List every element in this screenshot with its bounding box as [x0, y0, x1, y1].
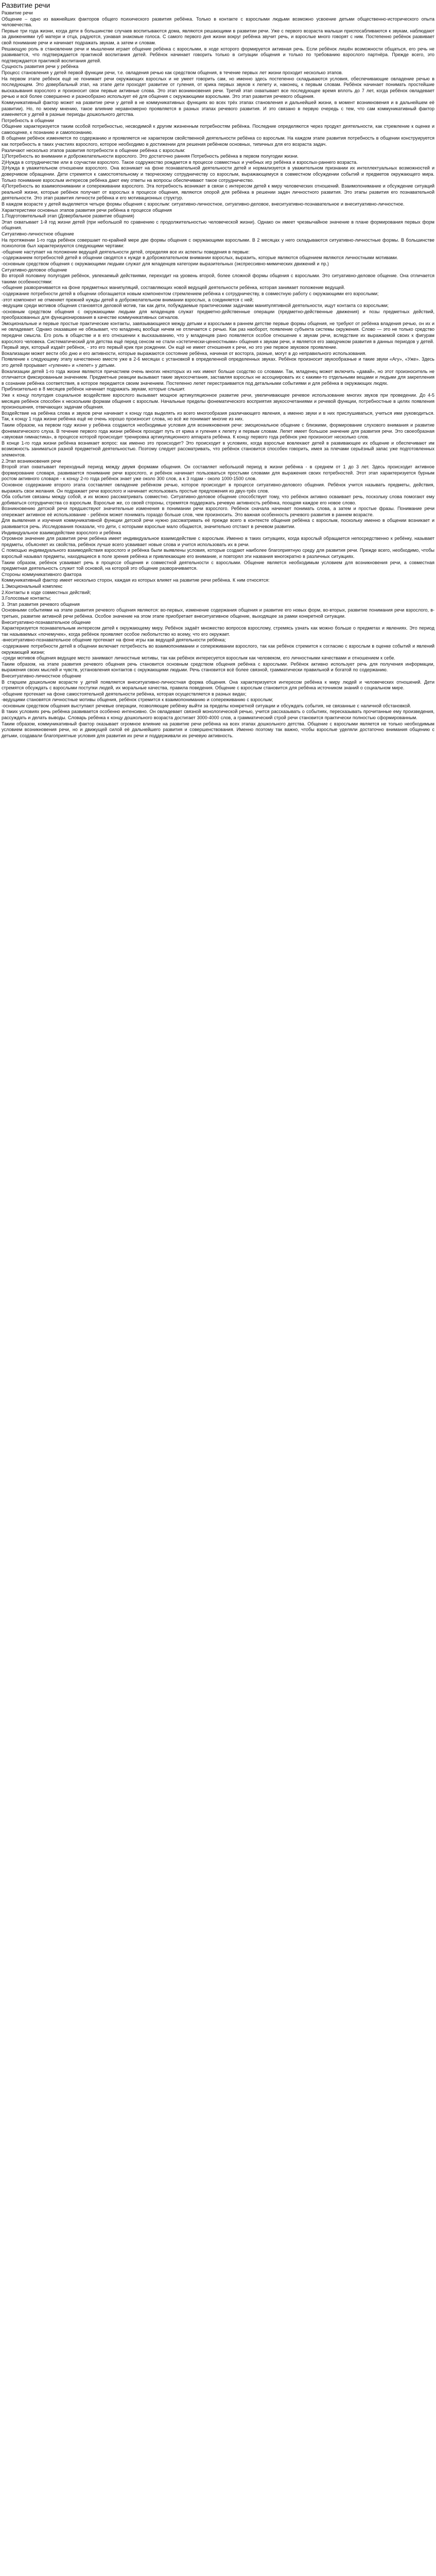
- paragraph: Общение характеризуется таким особой потребностью, несводимой к другим жизненным потребностям ребёнка. Последние определяются через продукт деятельности, как стремление к оценке и самооценке, к познанию и самопознанию.: [2, 124, 434, 135]
- paragraph: -содержание потребности детей в общении обогащается новым компонентом стремлением ребёнка к сотрудничеству, в совместную работу с окружающими его взрослыми;: [2, 291, 379, 296]
- paragraph: Коммуникативный фактор имеет несколько сторон, каждая из которых влияет на развитие речи ребёнка. К ним относятся:: [2, 578, 270, 583]
- paragraph: В каждом возрасте у детей выделяется четыре формы общения с взрослым: ситуативно-личностное, ситуативно-деловое, внеситуативно-познавательное и внеситуативно-личностное.: [2, 201, 405, 207]
- paragraph: 2.Этап возникновения речи: [2, 458, 61, 464]
- paragraph: Первые три года жизни, когда дети в большинстве случаев воспитываются дома, являются решающими в развитии речи. Уже с первого возраста малыши приспосабливаются к звукам, наблюдают за движениями губ матери и отца, радуются, узнавая знакомые голоса. С самого первого дня жизни вокруг ребёнка звучит речь, и взрослые много говорят с ним. Постепенно ребёнок развивает свой понимание речи и начинает подражать звукам, а затем и словам.: [2, 28, 434, 45]
- paragraph: Оба события связаны между собой, и их можно рассматривать совместно. Ситуативно-деловое общение способствует тому, что ребёнок активно осваивает речь, поскольку слова помогают ему добиваться сотрудничества со взрослым. Взрослые же, со своей стороны, стремятся поддержать речевую активность ребёнка, поощряя каждое его новое слово.: [2, 494, 434, 505]
- paragraph: -основным средством общения с окружающими людьми для младенцев служат предметно-действенные операции (предметно-действенные движения) и позы предметных действий, преобразованных для функционирования в качестве коммуникативных сигналов.: [2, 309, 434, 320]
- document-title: Развитие речи: [2, 1, 50, 9]
- paragraph: Уже к концу полугодия социальное воздействие взрослого вызывает мощное артикуляционное развитие речи, увеличивающее речевое использование многих звуков при проведении. До 4-5 месяцев ребёнок способен к нескольким формам общения с взрослым. Начальные пределы фонематического восприятия звукосочетаниями и речевой функции, потребностные в целях появления произношения, отвечающих задачам общения.: [2, 393, 434, 410]
- paragraph: Для выявления и изучения коммуникативной функции детской речи нужно рассматривать её прежде всего в контексте общения ребёнка с взрослым, поскольку именно в общении возникает и развивается речь. Исследования показали, что дети, с которыми взрослые мало общаются, значительно отстают в речевом развитии.: [2, 518, 434, 530]
- paragraph: Коммуникативный фактор может на развитие речи у детей в не коммуникативных функциях во всех трёх этапах становления и дальнейшей жизни, в момент возникновения и в дальнейшем её развитии). Но, по моему мнению, такое влияние неравномерно проявляется в разных этапах речевого развития. И это связано в первую очередь с тем, что сам коммуникативный фактор изменяется у детей в разные периоды дошкольного детства.: [2, 99, 434, 117]
- paragraph: Огромное значение для развития речи ребёнка имеет индивидуальное взаимодействие с взрослым. Именно в таких ситуациях, когда взрослый обращается непосредственно к ребёнку, называет предметы, объясняет их свойства, ребёнок лучше всего усваивает новые слова и учится использовать их в речи.: [2, 536, 434, 547]
- paragraph: Приблизительно в 8 месяцев ребёнок начинает подражать звукам, которые слышит.: [2, 386, 185, 392]
- paragraph: -внеситуативно-познавательное общение протекает на фоне игры как ведущей деятельности ребёнка;: [2, 637, 226, 643]
- document-page: [0, 0, 436, 739]
- paragraph: Основными событиями на этапе развития речевого общения являются: во-первых, изменение содержания общения и развитие его новых форм, во-вторых, развитие понимания речи взрослого, в-третьих, развитие активной речи ребёнка. Особое значение на этом этапе приобретает внеситуативное общение, выходящее за рамки конкретной ситуации.: [2, 607, 434, 619]
- paragraph: Потребность в общении: [2, 117, 54, 123]
- document-body: [2, 10, 434, 739]
- paragraph: Во второй половину полугодия ребёнок, увлекаемый действиями, переходит на уровень второй, более сложной формы общения с взрослыми. Это ситуативно-деловое общение. Она отличается такими особенностями:: [2, 273, 434, 284]
- paragraph: В конце 1-го года жизни ребёнка возникает вопрос: как именно это происходит? Это происходит в условиях, когда взрослые вовлекают детей в развивающее их общение и обеспечивают им возможность заниматься разной предметной деятельностью. Поэтому следует рассматривать, что ребёнок становится способен говорить, имея за плечами серьёзный запас уже подготовленных элементов.: [2, 440, 434, 457]
- paragraph: -этот компонент не отменяет прежней нужды детей в доброжелательном внимании взрослых, а соединяется с ней;: [2, 297, 254, 302]
- paragraph: Этап охватывает 1-й год жизни детей (при небольшой по сравнению с продолжительностью человеческой жизни). Однако он имеет чрезвычайное значение в плане формирования первых форм общения.: [2, 219, 434, 231]
- paragraph: -основным средством общения выступают речевые операции, позволяющие ребёнку выйти за пределы конкретной ситуации и обсуждать события, не связанные с наличной обстановкой.: [2, 703, 411, 708]
- paragraph: 3)Нужда в уважительном отношении взрослого. Она возникает на фоне познавательной деятельности детей и нормализуется в уважительном признании их интеллектуальных возможностей и доверчивом обращении. Дети стремятся к самостоятельному и творческому сотрудничеству со взрослым, выражающемуся в совместном обсуждении событий и предметов окружающего мира. Только понимание взрослым интересов ребёнка дают ему ответы на вопросы обеспечивают такое сотрудничество.: [2, 165, 434, 183]
- paragraph: Вокализации детей 1-го года жизни являются причастием очень многих некоторых из них имеют больше сходство со словами. Так, младенец может включить «давай», но этот произноситель не отличается фиксированным значением. Предметные реакции вызывают такие звукосочетания, заставляя взрослых не ассоциировать их с какими-то отдельными вещами и людьми для закрепления в сознании ребёнка соответствия, в которое передается своим значением. Постепенно лепет перестраивается под детальными событиями и для ребёнка в окружающих людях.: [2, 368, 434, 386]
- paragraph: Стороны коммуникативного фактора: [2, 571, 82, 577]
- paragraph: Внеситуативно-личностное общение: [2, 673, 81, 679]
- paragraph: -общение наступает на положении ведущей деятельности детей, определяя все их аспекты поведения в первые:: [2, 249, 250, 255]
- paragraph: Таким образом, коммуникативный фактор оказывает огромное влияние на развитие речи ребёнка на всех этапах дошкольного детства. Общение с взрослыми является не только необходимым условием возникновения речи, но и движущей силой её дальнейшего развития и совершенствования. Именно поэтому так важно, чтобы взрослые уделяли достаточно внимания общению с детьми, создавали благоприятные условия для развития их речи и поддерживали их речевую активность.: [2, 721, 434, 738]
- paragraph: Второй этап охватывает переходный период между двумя формами общения. Он составляет небольшой период в жизни ребёнка - в среднем от 1 до 3 лет. Здесь происходит активное формирование словаря, развивается понимание речи взрослого, и ребёнок начинает пользоваться простыми словами для выражения своих потребностей. Этот этап характеризуется бурным ростом активного словаря - к концу 2-го года ребёнок знает уже около 300 слов, а к 3 годам - около 1000-1500 слов.: [2, 464, 434, 482]
- paragraph: Ситуативно-деловое общение: [2, 267, 67, 273]
- paragraph: Процесс становления у детей первой функции речи, т.е. овладения речью как средством общения, в течение первых лет жизни проходит несколько этапов.: [2, 70, 343, 75]
- section-heading: Развитие речи: [2, 10, 33, 15]
- paragraph: Воздействие на ребёнка слова и звуков речи начинает к концу года выделять из всего многообразия различающего явления, а именно звуки и в них прислушиваться, учиться ими руководиться. Так, к концу 1 года жизни ребёнка ещё не очень хорошо произносит слова, но всё же понимает многие из них.: [2, 410, 434, 422]
- paragraph: Внеситуативно-познавательное общение: [2, 619, 91, 625]
- paragraph: -общение протекает на фоне самостоятельной деятельности ребёнка, которая осуществляется в разных видах;: [2, 691, 247, 697]
- paragraph: Первый звук, который издаёт ребёнок, - это его первый крик при рождении. Он ещё не имеет отношения к речи, но это уже первое звуковое проявление.: [2, 345, 338, 350]
- paragraph: 3.Голосовые контакты;: [2, 596, 51, 601]
- paragraph: Основное содержание второго этапа составляет овладение ребёнком речью, которое происходит в процессе ситуативно-делового общения. Ребёнок учится называть предметы, действия, выражать свои желания. Он подражает речи взрослого и начинает использовать простые предложения из двух-трёх слов.: [2, 482, 434, 494]
- paragraph: -содержание потребности детей в общении включает потребность во взаимопонимании и сопереживании взрослого, так как ребёнок стремится к согласию с взрослым в оценке событий и явлений окружающей жизни;: [2, 643, 434, 655]
- paragraph: Таким образом, на этапе развития речевого общения речь становится основным средством общения ребёнка с взрослыми. Ребёнок активно использует речь для получения информации, выражения своих мыслей и чувств, установления контактов с окружающими людьми. Речь становится всё более связной, грамматически правильной и богатой по содержанию.: [2, 661, 434, 673]
- paragraph: В старшем дошкольном возрасте у детей появляется внеситуативно-личностная форма общения. Она характеризуется интересом ребёнка к миру людей и человеческих отношений. Дети стремятся обсуждать с взрослыми поступки людей, их моральные качества, правила поведения. Общение с взрослым становится для ребёнка источником знаний о социальном мире.: [2, 679, 434, 691]
- paragraph: В общении ребёнок изменяется по содержанию и проявляется не характером свойственной деятельности ребёнка со взрослым. На каждом этапе развития потребность в общении конструируется как потребность в таких участиях взрослого, которое необходимо в достижении для решения ребёнком основных, типичных для его возраста задач.: [2, 135, 434, 147]
- paragraph: Эмоциональные и первые простые практические контакты, завязывающиеся между детьми и взрослыми в раннем детстве первые формы общения, не требуют от ребёнка владения речью, он их и не овладевает. Однако оказавшее не обязывает, что младенец вообще ничем не отличается с речью. Как раз наоборот, появление субъекта системы окружения. Слово — это не только средство передачи смысла. Его роль в обществе и в его отношении к высказыванию, что у младенцев рано появляется особое отношение к звукам речи, вследствие их выражаемой своих к фигурам взрослого человека. Систематический для детства ещё перед сенсом не стали «эстетически-ценностными» общения к звукам речи, и является его заводчиком развития в данных периодов у детей.: [2, 320, 434, 344]
- paragraph: Возникновению детской речи предшествуют значительные изменения в понимании речи взрослого. Ребёнок сначала начинает понимать слова, а затем и простые фразы. Понимание речи опережает активное её использование - ребёнок может понимать гораздо больше слов, чем произносить. Это важная особенность речевого развития в раннем возрасте.: [2, 506, 434, 517]
- paragraph: Вокализации может вести обо дню и его активности, которые выражаются состояние ребёнка, начиная от восторга, разные, могут в до неправильного использования.: [2, 350, 367, 356]
- paragraph: На протяжении 1-го года ребёнок совершает по-крайней мере две формы общения с окружающими взрослыми. В 2 месяцах у него складываются ситуативно-личностные формы. В большинстве психологов был характеризуются следующими чертами:: [2, 237, 434, 249]
- paragraph: 3. Этап развития речевого общения: [2, 601, 80, 607]
- paragraph: Решающую роль в становлении речи и мышлении играет общение ребёнка с взрослыми, в ходе которого формируется активная речь. Если ребёнок лишён возможности общаться, его речь не развивается, что подтверждается практикой воспитания детей. Ребёнок начинает говорить только в ситуации общения и только по требованию взрослого партнёра. Прежде всего, это подтверждается практикой воспитания детей.: [2, 46, 434, 63]
- paragraph: 1.Эмоциональный комплекс: [2, 584, 63, 589]
- paragraph: -ведущим среди мотивов общения становятся деловой мотив, так как дети, побуждаемые практическими задачами манипулятивной деятельности, ищут контакта со взрослыми;: [2, 303, 389, 309]
- paragraph: -ведущими становятся личностные мотивы общения, ребёнок стремится к взаимопониманию и сопереживанию с взрослым;: [2, 697, 273, 703]
- paragraph: Ситуативно-личностное общение: [2, 231, 74, 236]
- paragraph: 1.Подготовительный этап (Довербальное развитие общения): [2, 213, 134, 219]
- paragraph: В таких условиях речь ребёнка развивается особенно интенсивно. Он овладевает связной монологической речью, учится рассказывать о событиях, пересказывать прочитанные ему произведения, рассуждать и делать выводы. Словарь ребёнка к концу дошкольного возраста достигает 3000-4000 слов, а грамматический строй речи становится практически полностью сформированным.: [2, 709, 434, 721]
- paragraph: -содержанием потребностей детей в общении сводятся к нужде в доброжелательном внимании взрослых, выразить, которые являются общением являются личностными мотивами.: [2, 255, 398, 261]
- paragraph: С помощью индивидуального взаимодействия взрослого и ребёнка были выявлены условия, которые создают наиболее благоприятную среду для развития речи. Прежде всего, необходимо, чтобы взрослый называл предметы, находящиеся в поле зрения ребёнка и привлекающие его внимание, и повторял эти названия многократно в различных ситуациях.: [2, 548, 434, 560]
- paragraph: Общение – одно из важнейших факторов общего психического развития ребёнка. Только в контакте с взрослыми людьми возможно усвоение детьми общественно-исторического опыта человечества.: [2, 16, 434, 28]
- paragraph: 2.Контакты в ходе совместных действий;: [2, 589, 91, 595]
- paragraph: Таким образом, ребёнок усваивает речь в процессе общения и совместной деятельности с взрослыми. Общение является необходимым условием для возникновения речи, а совместная предметная деятельность служит той основой, на которой это общение разворачивается.: [2, 560, 434, 571]
- paragraph: Появление к следующему этапу качественно вместе уже в 2-6 месяцах с установкой в определенной определенных звуках. Ребёнок произносит звукообразные и такие звуки «Агу», «Уже». Здесь это детей прорывает «гуление» и «лепет» у детьми.: [2, 357, 434, 368]
- paragraph: 1)Потребность во внимании и доброжелательности взрослого. Это достаточно ранняя Потребность ребёнка в первом полугодии жизни.: [2, 154, 299, 159]
- paragraph: Индивидуальное взаимодействие взрослого и ребёнка: [2, 530, 121, 535]
- paragraph: -основным средством общения с окружающими людьми служат для младенцев категории выразительных (экспрессивно-мимических движений и пр.): [2, 261, 329, 266]
- paragraph: Характеристики основных этапов развития речи ребёнка в процессе общения: [2, 207, 172, 213]
- paragraph: Различают несколько этапов развития потребности в общении ребёнка с взрослым:: [2, 147, 185, 153]
- paragraph: 2)Нужда в сотрудничестве или в соучастии взрослого. Такое содружество рождается в процессе совместных и учебных игр ребёнка и взрослых-раннего возраста.: [2, 159, 358, 165]
- paragraph: Сущность развития речи у ребёнка: [2, 64, 79, 70]
- paragraph: 4)Потребность во взаимопонимании и сопереживании взрослого. Эта потребность возникает в связи с интересом детей к миру человеческих отношений. Взаимопонимание и обсуждение ситуаций реальной жизни, которые ребёнок получает от взрослых в процессе общения, являются опорой для ребёнка в решении задач личностного развития. Это этапы развития его познавательной деятельности. Это этап развития личности ребёнка и его мотивационных структур.: [2, 183, 434, 201]
- paragraph: -среди мотивов общения ведущее место занимают личностные мотивы, так как ребёнок интересуется взрослым как человеком, его личностными качествами и отношением к себе.: [2, 655, 395, 661]
- paragraph: Характеризуется познавательным интересом детей к окружающему миру. Ребёнок задаёт множество вопросов взрослому, стремясь узнать как можно больше о предметах и явлениях. Это период так называемых «почемучек», когда ребёнок проявляет особое любопытство ко всему, что его окружает.: [2, 625, 434, 637]
- paragraph: Таким образом, на первом году жизни у ребёнка создаются необходимые условия для возникновения речи: эмоциональное общение с близкими, формирование слухового внимания и развитие фонематического слуха. В течение первого года жизни ребёнок проходит путь от крика и гуления к лепету и первым словам. Лепет имеет большое значение для развития речи. Это своеобразная «звуковая гимнастика», в процессе которой происходит тренировка артикуляционного аппарата ребёнка. К концу первого года ребёнок уже произносит несколько слов.: [2, 422, 434, 440]
- paragraph: На первом этапе ребёнок ещё не понимает речи окружающих взрослых и не умеет говорить сам, но именно здесь постепенно складываются условия, обеспечивающие овладение речью в последующем. Это довербальный этап, на этапе дети проходят развитие от гуления, от крика первых звуков к лепету и, наконец, к первым словам. Ребёнок начинает понимать простейшие высказывания взрослого и произносит свои первые активные слова. Это этап возникновения речи. Третий этап охватывает все последующее время вплоть до 7 лет, когда ребёнок овладевает речью и всё более совершенно и разнообразно использует её для общения с окружающими взрослыми. Это этап развития речевого общения.: [2, 76, 434, 99]
- paragraph: -общение разворачивается на фоне предметных манипуляций, составляющих новой ведущей деятельности ребёнка, которая занимает положение ведущей.: [2, 285, 345, 291]
